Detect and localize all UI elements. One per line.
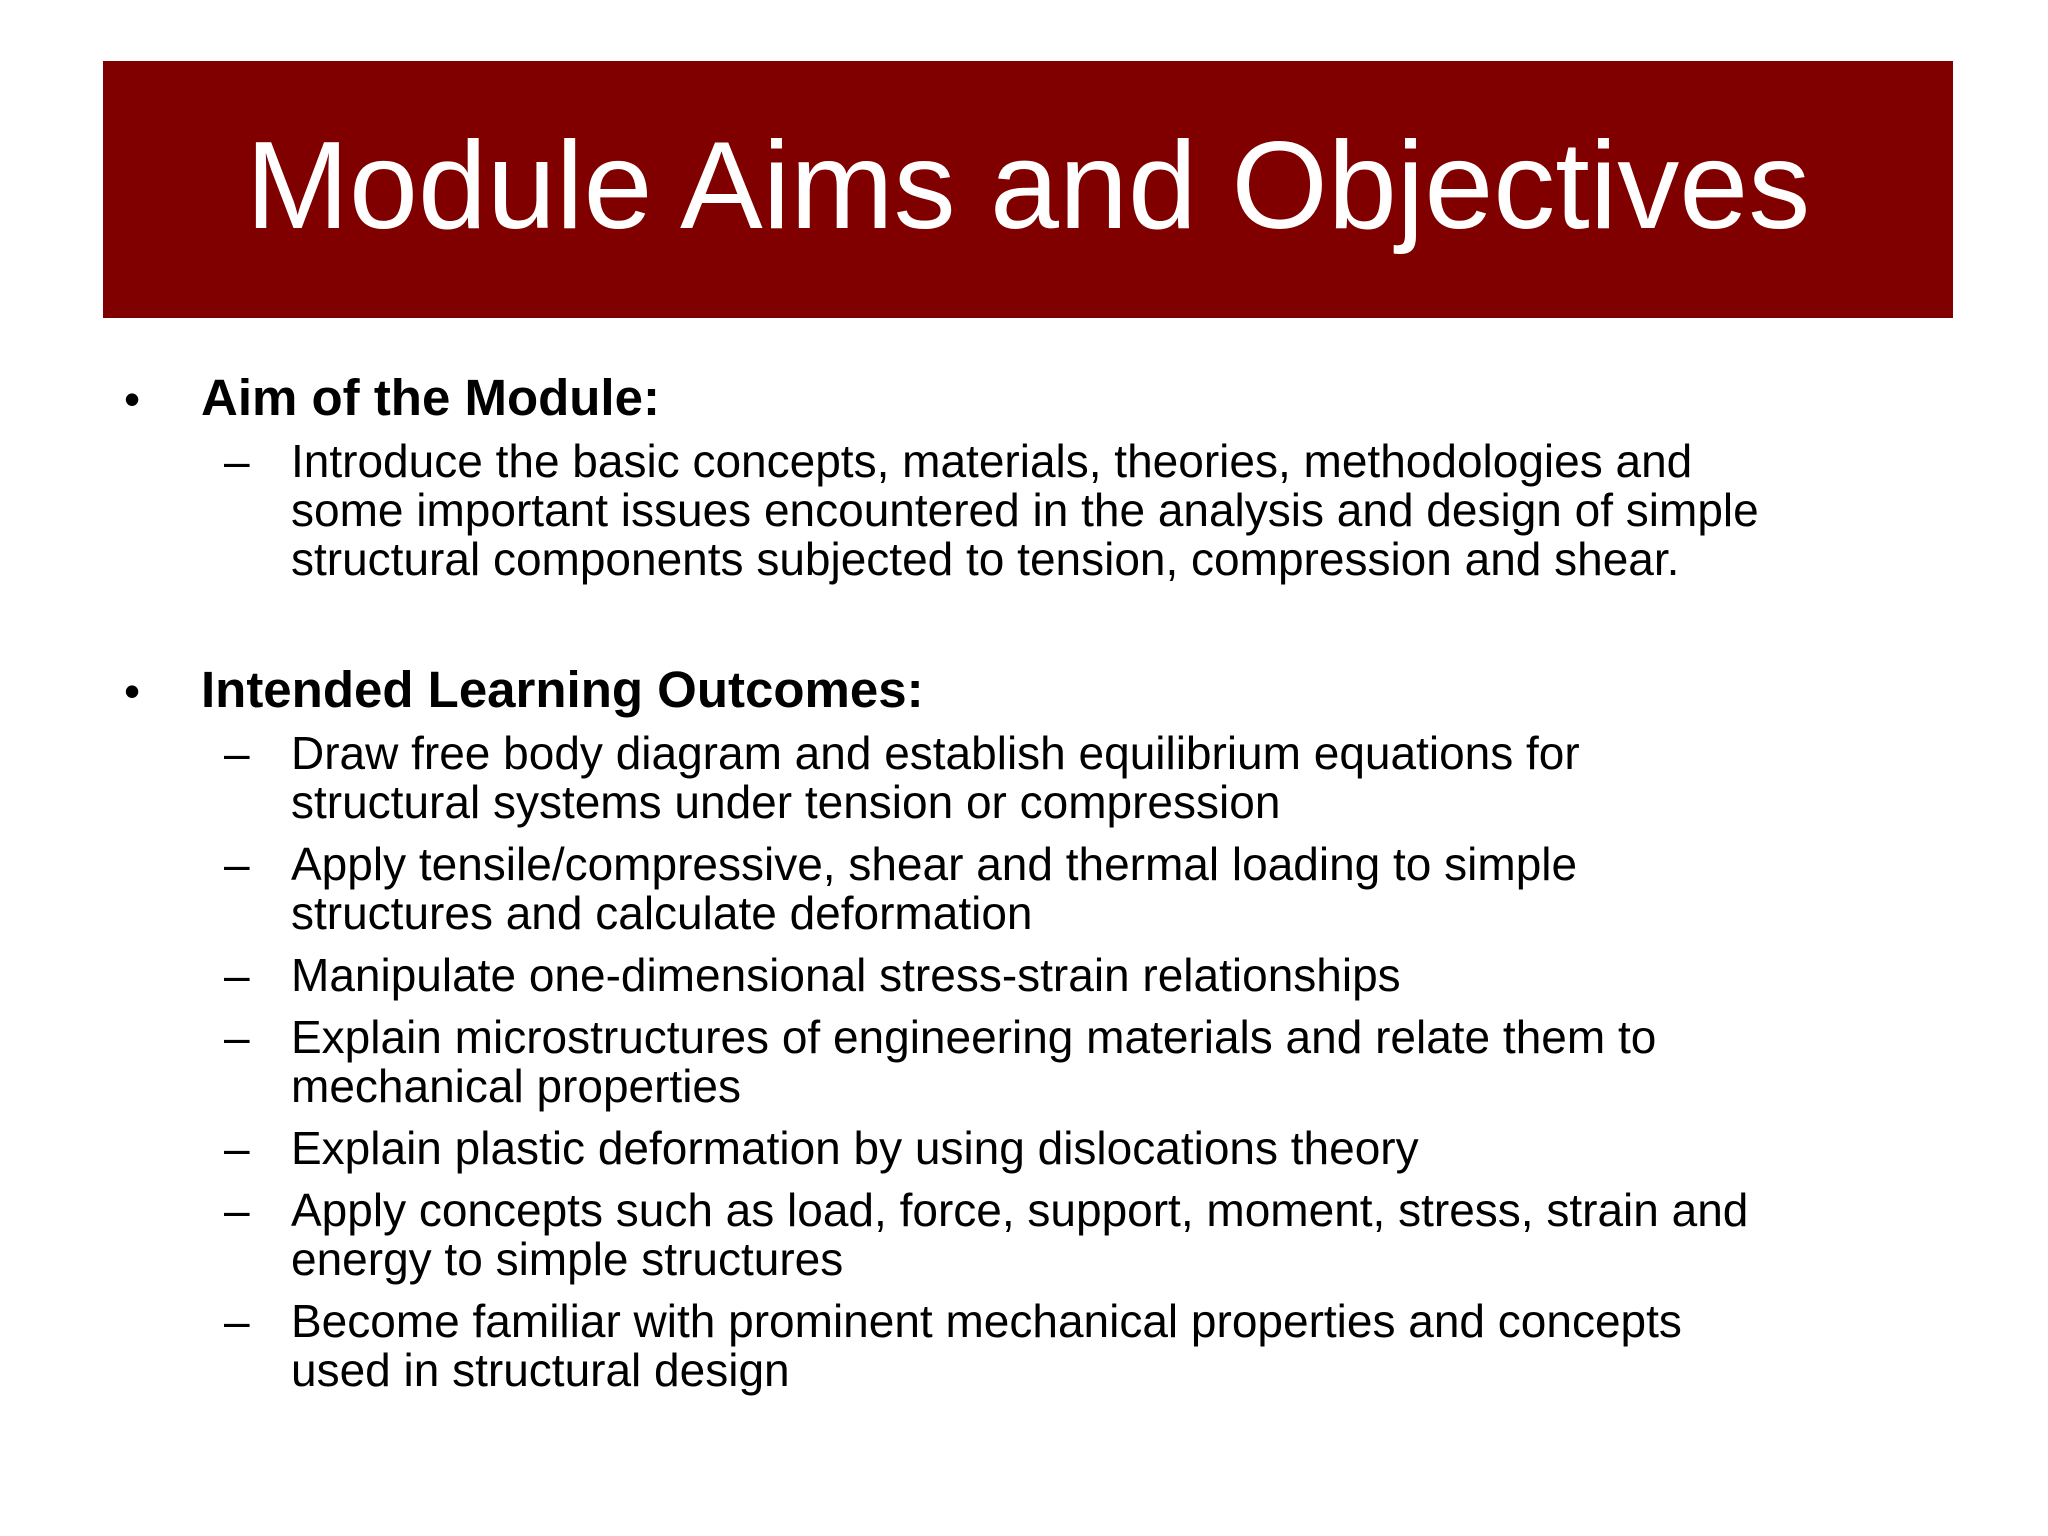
outcome-item — [291, 1186, 1991, 1284]
outcome-item-line: structural systems under tension or compression — [291, 776, 1281, 828]
slide-title: Module Aims and Objectives — [245, 116, 1811, 255]
outcome-item-line: energy to simple structures — [291, 1233, 844, 1285]
outcome-item-line: Explain microstructures of engineering materials and relate them to — [291, 1011, 1657, 1063]
dash-icon: – — [224, 727, 250, 779]
bullet-icon: • — [124, 665, 141, 717]
outcome-item-line: Draw free body diagram and establish equilibrium equations for — [291, 727, 1580, 779]
outcome-item-line: structures and calculate deformation — [291, 887, 1033, 939]
outcome-item — [291, 951, 1991, 1000]
outcome-item — [291, 1297, 1991, 1395]
aim-item-line: some important issues encountered in the analysis and design of simple — [291, 484, 1759, 536]
aim-item — [291, 437, 1991, 584]
dash-icon: – — [224, 949, 250, 1001]
dash-icon: – — [224, 1184, 250, 1236]
aim-heading: Aim of the Module: — [201, 369, 660, 426]
dash-icon: – — [224, 838, 250, 890]
dash-icon: – — [224, 435, 250, 487]
outcome-item-line: used in structural design — [291, 1344, 790, 1396]
outcome-item — [291, 729, 1991, 827]
outcome-item-line: Explain plastic deformation by using dislocations theory — [291, 1122, 1419, 1174]
outcome-item — [291, 1013, 1991, 1111]
outcome-item-line: Apply tensile/compressive, shear and thermal loading to simple — [291, 838, 1578, 890]
outcome-item — [291, 1124, 1991, 1173]
dash-icon: – — [224, 1122, 250, 1174]
outcome-item-line: Become familiar with prominent mechanical properties and concepts — [291, 1295, 1682, 1347]
dash-icon: – — [224, 1011, 250, 1063]
aim-item-line: Introduce the basic concepts, materials, theories, methodologies and — [291, 435, 1693, 487]
dash-icon: – — [224, 1295, 250, 1347]
outcome-item — [291, 840, 1991, 938]
outcome-item-line: Apply concepts such as load, force, support, moment, stress, strain and — [291, 1184, 1749, 1236]
outcome-item-line: mechanical properties — [291, 1060, 742, 1112]
bullet-icon: • — [124, 373, 141, 425]
outcomes-heading: Intended Learning Outcomes: — [201, 661, 924, 718]
outcome-item-line: Manipulate one-dimensional stress-strain relationships — [291, 949, 1401, 1001]
aim-item-line: structural components subjected to tension, compression and shear. — [291, 533, 1680, 585]
